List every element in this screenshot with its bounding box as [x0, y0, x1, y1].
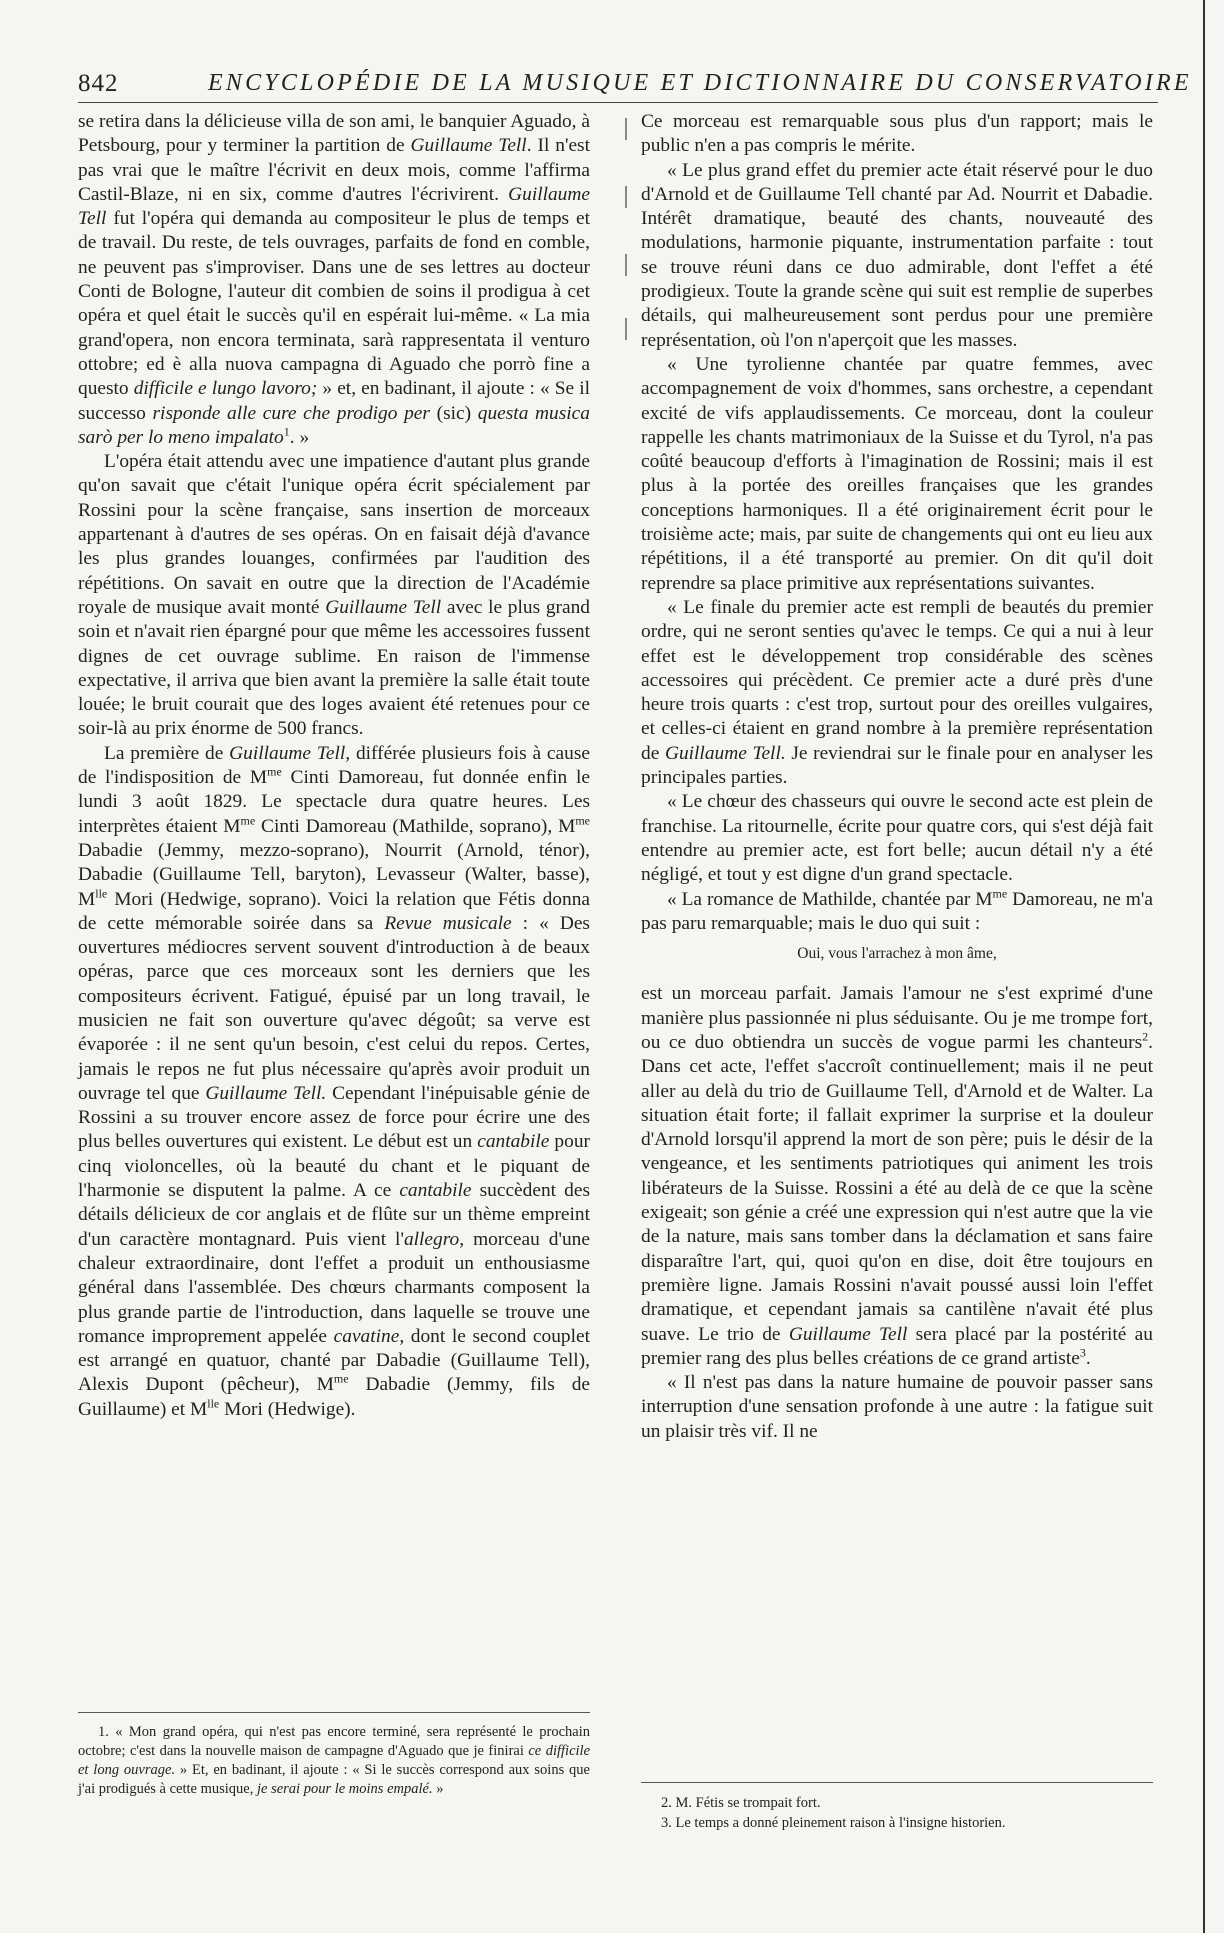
left-column: [78, 110, 590, 1422]
footnotes-right: [641, 1782, 1153, 1833]
running-title: ENCYCLOPÉDIE DE LA MUSIQUE ET DICTIONNAIRE DU CONSERVATOIRE: [208, 70, 1192, 96]
column-rule-mark: [625, 118, 627, 140]
page-number: 842: [78, 70, 119, 97]
paragraph: se retira dans la délicieuse villa de son ami, le banquier Aguado, à Petsbourg, pour y terminer la partition de Guillaume Tell. Il n'est pas vrai que le maître l'écrivit en deux mois, comme l'affirma Castil-Blaze, ni en six, comme d'autres l'écrivirent. Guillaume Tell fut l'opéra qui demanda au compositeur le plus de temps et de travail. Du reste, de tels ouvrages, parfaits de fond en comble, ne peuvent pas s'improviser. Dans une de ses lettres au docteur Conti de Bologne, l'auteur dit combien de soins il prodigua à cet opéra et quel était le succès qu'il en espérait lui-même. « La mia grand'opera, non encora terminata, sarà rappresentata il venturo ottobre; ed è alla nuova campagna di Aguado che porrò fine a questo difficile e lungo lavoro; » et, en badinant, il ajoute : « Se il successo risponde alle cure che prodigo per (sic) questa musica sarò per lo meno impalato$^1$. »: [78, 111, 590, 448]
footnote-ref: 1: [283, 424, 290, 439]
page-header: [78, 64, 1192, 103]
paragraph: Ce morceau est remarquable sous plus d'un rapport; mais le public n'en a pas compris le mérite.: [641, 111, 1153, 157]
paragraph: « Une tyrolienne chantée par quatre femmes, avec accompagnement de voix d'hommes, sans orchestre, a cependant excité de vifs applaudissements. Ce morceau, dont la couleur rappelle les chants matrimoniaux de la Suisse et du Tyrol, n'a pas coûté beaucoup d'efforts à l'imagination de Rossini; mais il est plus à la portée des oreilles françaises que les grandes conceptions harmoniques. Il a été originairement écrit pour le troisième acte; mais, par suite de changements qui ont eu lieu aux répétitions, il a été transporté au premier. On dit qu'il doit reprendre sa place primitive aux représentations suivantes.: [641, 353, 1153, 594]
paragraph: « La romance de Mathilde, chantée par $M^{me}$ Damoreau, ne m'a pas paru remarquable; mais le duo qui suit :: [641, 886, 1153, 934]
paragraph: « Il n'est pas dans la nature humaine de pouvoir passer sans interruption d'une sensation profonde à une autre : la fatigue suit un plaisir très vif. Il ne: [641, 1372, 1153, 1442]
paragraph: « Le chœur des chasseurs qui ouvre le second acte est plein de franchise. La ritournelle, écrite pour quatre cors, qui s'est déjà fait entendre au premier acte, est fort belle; aucun détail n'y a été négligé, et tout y est digne d'un grand spectacle.: [641, 791, 1153, 886]
footnote: 2. M. Fétis se trompait fort.: [661, 1795, 821, 1811]
page-edge: [1203, 0, 1205, 1933]
paragraph: La première de Guillaume Tell, différée plusieurs fois à cause de l'indisposition de $M^{me}$ Cinti Damoreau, fut donnée enfin le lundi 3 août 1829. Le spectacle dura quatre heures. Les interprètes étaient $M^{me}$ Cinti Damoreau (Mathilde, soprano), $M^{me}$ Dabadie (Jemmy, mezzo-soprano), Nourrit (Arnold, ténor), Dabadie (Guillaume Tell, baryton), Levasseur (Walter, basse), $M^{lle}$ Mori (Hedwige, soprano). Voici la relation que Fétis donna de cette mémorable soirée dans sa Revue musicale : « Des ouvertures médiocres servent souvent d'introduction à de beaux opéras, parce que ces morceaux sont les derniers que les compositeurs écrivent. Fatigué, épuisé par un long travail, le musicien ne fait son ouverture qu'avec dégoût; sa verve est évaporée : il ne sent qu'un besoin, c'est celui du repos. Certes, jamais le repos ne fut plus nécessaire qu'après avoir produit un ouvrage tel que Guillaume Tell. Cependant l'inépuisable génie de Rossini a su trouver encore assez de force pour écrire une des plus belles ouvertures qui existent. Le début est un cantabile pour cinq violoncelles, où la beauté du chant et le piquant de l'harmonie se disputent la palme. A ce cantabile succèdent des détails délicieux de cor anglais et de flûte sur un thème empreint d'un caractère montagnard. Puis vient l'allegro, morceau d'une chaleur extraordinaire, dont l'effet a produit un enthousiasme général dans l'assemblée. Des chœurs charmants composent la plus grande partie de l'introduction, dans laquelle se trouve une romance improprement appelée cavatine, dont le second couplet est arrangé en quatuor, chanté par Dabadie (Guillaume Tell), Alexis Dupont (pêcheur), $M^{me}$ Dabadie (Jemmy, fils de Guillaume) et $M^{lle}$ Mori (Hedwige).: [78, 742, 590, 1420]
paragraph: « Le plus grand effet du premier acte était réservé pour le duo d'Arnold et de Guillaume Tell chanté par Ad. Nourrit et Dabadie. Intérêt dramatique, beauté des chants, nouveauté des modulations, harmonie piquante, instrumentation parfaite : tout se trouve réuni dans ce duo admirable, dont l'effet a été prodigieux. Toute la grande scène qui suit est remplie de superbes détails, qui malheureusement sont perdus pour une première représentation, où l'on n'aperçoit que les masses.: [641, 159, 1153, 351]
footnote-ref: 3: [1079, 1345, 1086, 1360]
paragraph: est un morceau parfait. Jamais l'amour ne s'est exprimé d'une manière plus passionnée ni plus séduisante. Ou je me trompe fort, ou ce duo obtiendra un succès de vogue parmi les chanteurs$^2$. Dans cet acte, l'effet s'accroît continuellement; mais il ne peut aller au delà du trio de Guillaume Tell, d'Arnold et de Walter. La situation était forte; il fallait exprimer la surprise et la douleur d'Arnold lorsqu'il apprend la mort de son père; puis le désir de la vengeance, et les sentiments patriotiques qui animent les trois libérateurs de la Suisse. Rossini a été au delà de ce que la scène exigeait; son génie a créé une expression qui n'est autre que la vie de la nature, mais sans tomber dans la déclamation et sans faire disparaître l'art, qui, quoi qu'on en dise, doit être toujours en première ligne. Jamais Rossini n'avait poussé aussi loin l'effet dramatique, et cependant jamais sa cantilène n'avait été plus suave. Le trio de Guillaume Tell sera placé par la postérité au premier rang des plus belles créations de ce grand artiste$^3$.: [641, 983, 1153, 1369]
footnotes-left: [78, 1712, 590, 1799]
footnote-ref: 2: [1142, 1029, 1149, 1044]
right-column: [641, 110, 1153, 1444]
column-rule-mark: [625, 186, 627, 208]
column-rule-mark: [625, 318, 627, 340]
footnote: 1. « Mon grand opéra, qui n'est pas encore terminé, sera représenté le prochain octobre; c'est dans la nouvelle maison de campagne d'Aguado que je finirai ce difficile et long ouvrage. » Et, en badinant, il ajoute : « Si le succès correspond aux soins que j'ai prodigués à cette musique, je serai pour le moins empalé. »: [78, 1724, 591, 1797]
paragraph: L'opéra était attendu avec une impatience d'autant plus grande qu'on savait que c'était l'unique opéra écrit spécialement par Rossini pour la scène française, sans insertion de morceaux appartenant à d'autres de ses opéras. On en faisait déjà d'avance les plus grandes louanges, confirmées par l'audition des répétitions. On savait en outre que la direction de l'Académie royale de musique avait monté Guillaume Tell avec le plus grand soin et n'avait rien épargné pour que même les accessoires fussent dignes de cet ouvrage sublime. En raison de l'immense expectative, il arriva que bien avant la première la salle était toute louée; le bruit courait que des loges avaient été retenues pour ce soir-là au prix énorme de 500 francs.: [78, 451, 590, 740]
column-rule-mark: [625, 254, 627, 276]
paragraph: « Le finale du premier acte est rempli de beautés du premier ordre, qui ne seront senties qu'avec le temps. Ce qui a nui à leur effet est le développement trop considérable des scènes accessoires qui précèdent. Ce premier acte a duré près d'une heure trois quarts : c'est trop, surtout pour des oreilles vulgaires, et celles-ci étaient en grand nombre à la première représentation de Guillaume Tell. Je reviendrai sur le finale pour en analyser les principales parties.: [641, 596, 1153, 789]
quoted-verse: Oui, vous l'arrachez à mon âme,: [797, 945, 997, 963]
footnote: 3. Le temps a donné pleinement raison à l'insigne historien.: [661, 1815, 1006, 1831]
